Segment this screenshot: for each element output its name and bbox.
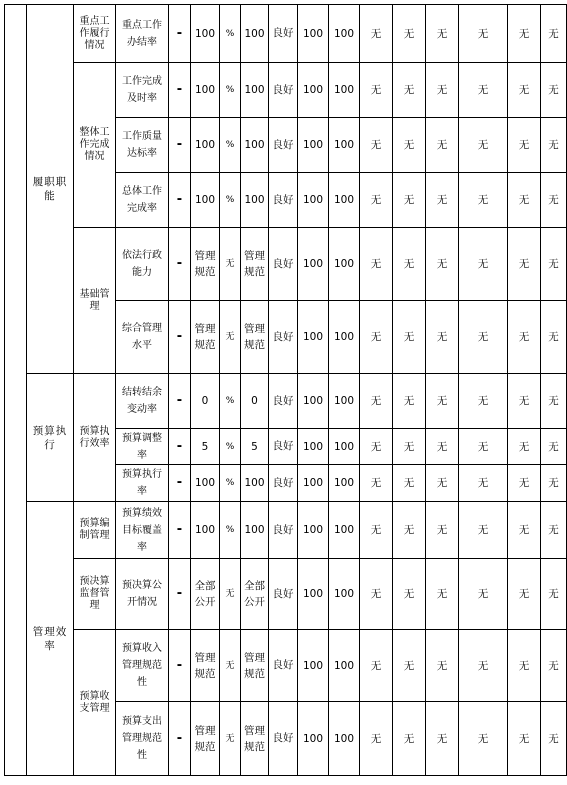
remark-cell: 无 <box>459 63 508 118</box>
weight-cell: 100 <box>298 374 329 429</box>
remark-cell: 无 <box>393 5 426 63</box>
remark-cell: 无 <box>508 63 541 118</box>
unit-cell: % <box>220 429 241 465</box>
weight-cell: 100 <box>298 5 329 63</box>
level2-cell: 预算执行效率 <box>74 374 116 502</box>
remark-cell: 无 <box>393 429 426 465</box>
remark-cell: 无 <box>426 702 459 776</box>
grade-cell: 良好 <box>269 118 298 173</box>
remark-cell: 无 <box>508 301 541 374</box>
target-value-cell: 100 <box>191 465 220 502</box>
remark-cell: 无 <box>360 173 393 228</box>
remark-cell: 无 <box>508 429 541 465</box>
remark-cell: 无 <box>459 559 508 630</box>
actual-value-cell: 100 <box>241 5 269 63</box>
remark-cell: 无 <box>541 702 567 776</box>
unit-cell: % <box>220 502 241 559</box>
actual-value-cell: 管理规范 <box>241 630 269 702</box>
target-value-cell: 100 <box>191 173 220 228</box>
remark-cell: 无 <box>459 374 508 429</box>
indicator-cell: 预算调整率 <box>116 429 169 465</box>
remark-cell: 无 <box>360 374 393 429</box>
remark-cell: 无 <box>393 173 426 228</box>
remark-cell: 无 <box>541 63 567 118</box>
remark-cell: 无 <box>360 301 393 374</box>
remark-cell: 无 <box>508 702 541 776</box>
remark-cell: 无 <box>360 429 393 465</box>
remark-cell: 无 <box>426 630 459 702</box>
unit-cell: 无 <box>220 301 241 374</box>
remark-cell: 无 <box>541 465 567 502</box>
remark-cell: 无 <box>459 502 508 559</box>
indicator-cell: 预算收入管理规范性 <box>116 630 169 702</box>
actual-value-cell: 管理规范 <box>241 702 269 776</box>
remark-cell: 无 <box>360 5 393 63</box>
grade-cell: 良好 <box>269 63 298 118</box>
remark-cell: 无 <box>508 5 541 63</box>
score-cell: 100 <box>329 502 360 559</box>
grade-cell: 良好 <box>269 702 298 776</box>
indicator-cell: 预算支出管理规范性 <box>116 702 169 776</box>
actual-value-cell: 100 <box>241 173 269 228</box>
remark-cell: 无 <box>360 502 393 559</box>
actual-value-cell: 管理规范 <box>241 228 269 301</box>
score-cell: 100 <box>329 173 360 228</box>
remark-cell: 无 <box>426 429 459 465</box>
blank-left-column <box>5 5 27 776</box>
remark-cell: 无 <box>393 63 426 118</box>
remark-cell: 无 <box>508 465 541 502</box>
actual-value-cell: 5 <box>241 429 269 465</box>
remark-cell: 无 <box>508 374 541 429</box>
unit-cell: % <box>220 118 241 173</box>
target-value-cell: 100 <box>191 63 220 118</box>
target-value-cell: 管理规范 <box>191 630 220 702</box>
remark-cell: 无 <box>459 465 508 502</box>
weight-cell: 100 <box>298 173 329 228</box>
dash-cell: - <box>169 63 191 118</box>
remark-cell: 无 <box>426 228 459 301</box>
grade-cell: 良好 <box>269 374 298 429</box>
remark-cell: 无 <box>360 63 393 118</box>
weight-cell: 100 <box>298 228 329 301</box>
remark-cell: 无 <box>541 630 567 702</box>
remark-cell: 无 <box>426 374 459 429</box>
target-value-cell: 5 <box>191 429 220 465</box>
remark-cell: 无 <box>393 559 426 630</box>
unit-cell: 无 <box>220 630 241 702</box>
weight-cell: 100 <box>298 465 329 502</box>
remark-cell: 无 <box>426 63 459 118</box>
remark-cell: 无 <box>541 301 567 374</box>
actual-value-cell: 100 <box>241 465 269 502</box>
remark-cell: 无 <box>393 502 426 559</box>
weight-cell: 100 <box>298 502 329 559</box>
grade-cell: 良好 <box>269 173 298 228</box>
remark-cell: 无 <box>459 301 508 374</box>
score-cell: 100 <box>329 559 360 630</box>
indicator-cell: 重点工作办结率 <box>116 5 169 63</box>
remark-cell: 无 <box>459 118 508 173</box>
remark-cell: 无 <box>541 429 567 465</box>
remark-cell: 无 <box>393 374 426 429</box>
weight-cell: 100 <box>298 559 329 630</box>
unit-cell: % <box>220 374 241 429</box>
dash-cell: - <box>169 5 191 63</box>
remark-cell: 无 <box>393 118 426 173</box>
grade-cell: 良好 <box>269 228 298 301</box>
grade-cell: 良好 <box>269 559 298 630</box>
remark-cell: 无 <box>426 5 459 63</box>
remark-cell: 无 <box>393 465 426 502</box>
grade-cell: 良好 <box>269 429 298 465</box>
dash-cell: - <box>169 702 191 776</box>
weight-cell: 100 <box>298 702 329 776</box>
grade-cell: 良好 <box>269 630 298 702</box>
performance-indicator-table <box>4 4 567 776</box>
dash-cell: - <box>169 465 191 502</box>
remark-cell: 无 <box>508 118 541 173</box>
dash-cell: - <box>169 173 191 228</box>
actual-value-cell: 100 <box>241 502 269 559</box>
unit-cell: % <box>220 465 241 502</box>
indicator-cell: 总体工作完成率 <box>116 173 169 228</box>
score-cell: 100 <box>329 630 360 702</box>
weight-cell: 100 <box>298 63 329 118</box>
dash-cell: - <box>169 374 191 429</box>
actual-value-cell: 0 <box>241 374 269 429</box>
level2-cell: 预算收支管理 <box>74 630 116 776</box>
score-cell: 100 <box>329 429 360 465</box>
score-cell: 100 <box>329 118 360 173</box>
indicator-cell: 依法行政能力 <box>116 228 169 301</box>
indicator-cell: 结转结余变动率 <box>116 374 169 429</box>
unit-cell: % <box>220 63 241 118</box>
grade-cell: 良好 <box>269 5 298 63</box>
target-value-cell: 管理规范 <box>191 228 220 301</box>
remark-cell: 无 <box>459 5 508 63</box>
score-cell: 100 <box>329 301 360 374</box>
weight-cell: 100 <box>298 301 329 374</box>
actual-value-cell: 100 <box>241 118 269 173</box>
remark-cell: 无 <box>426 502 459 559</box>
indicator-cell: 预算执行率 <box>116 465 169 502</box>
remark-cell: 无 <box>360 118 393 173</box>
indicator-cell: 工作完成及时率 <box>116 63 169 118</box>
remark-cell: 无 <box>426 173 459 228</box>
remark-cell: 无 <box>459 228 508 301</box>
remark-cell: 无 <box>360 630 393 702</box>
remark-cell: 无 <box>393 702 426 776</box>
remark-cell: 无 <box>541 228 567 301</box>
remark-cell: 无 <box>508 173 541 228</box>
remark-cell: 无 <box>459 702 508 776</box>
remark-cell: 无 <box>393 301 426 374</box>
indicator-cell: 预决算公开情况 <box>116 559 169 630</box>
score-cell: 100 <box>329 5 360 63</box>
target-value-cell: 100 <box>191 118 220 173</box>
level2-cell: 基础管理 <box>74 228 116 374</box>
remark-cell: 无 <box>508 630 541 702</box>
remark-cell: 无 <box>508 228 541 301</box>
remark-cell: 无 <box>541 502 567 559</box>
remark-cell: 无 <box>426 301 459 374</box>
actual-value-cell: 管理规范 <box>241 301 269 374</box>
target-value-cell: 0 <box>191 374 220 429</box>
remark-cell: 无 <box>459 429 508 465</box>
remark-cell: 无 <box>360 702 393 776</box>
actual-value-cell: 全部公开 <box>241 559 269 630</box>
weight-cell: 100 <box>298 630 329 702</box>
score-cell: 100 <box>329 465 360 502</box>
remark-cell: 无 <box>508 559 541 630</box>
target-value-cell: 管理规范 <box>191 301 220 374</box>
unit-cell: % <box>220 173 241 228</box>
remark-cell: 无 <box>426 118 459 173</box>
level2-cell: 重点工作履行情况 <box>74 5 116 63</box>
unit-cell: 无 <box>220 228 241 301</box>
grade-cell: 良好 <box>269 502 298 559</box>
actual-value-cell: 100 <box>241 63 269 118</box>
remark-cell: 无 <box>541 173 567 228</box>
unit-cell: 无 <box>220 559 241 630</box>
target-value-cell: 100 <box>191 5 220 63</box>
dash-cell: - <box>169 502 191 559</box>
weight-cell: 100 <box>298 429 329 465</box>
level1-cell: 履职职能 <box>27 5 74 374</box>
level1-cell: 管理效率 <box>27 502 74 776</box>
target-value-cell: 全部公开 <box>191 559 220 630</box>
weight-cell: 100 <box>298 118 329 173</box>
dash-cell: - <box>169 301 191 374</box>
target-value-cell: 100 <box>191 502 220 559</box>
remark-cell: 无 <box>541 5 567 63</box>
remark-cell: 无 <box>541 118 567 173</box>
level2-cell: 预算编制管理 <box>74 502 116 559</box>
indicator-cell: 综合管理水平 <box>116 301 169 374</box>
remark-cell: 无 <box>541 559 567 630</box>
remark-cell: 无 <box>459 173 508 228</box>
dash-cell: - <box>169 429 191 465</box>
unit-cell: 无 <box>220 702 241 776</box>
indicator-cell: 预算绩效目标覆盖率 <box>116 502 169 559</box>
unit-cell: % <box>220 5 241 63</box>
score-cell: 100 <box>329 228 360 301</box>
remark-cell: 无 <box>360 465 393 502</box>
remark-cell: 无 <box>508 502 541 559</box>
grade-cell: 良好 <box>269 301 298 374</box>
score-cell: 100 <box>329 374 360 429</box>
remark-cell: 无 <box>360 559 393 630</box>
remark-cell: 无 <box>459 630 508 702</box>
dash-cell: - <box>169 630 191 702</box>
dash-cell: - <box>169 118 191 173</box>
indicator-cell: 工作质量达标率 <box>116 118 169 173</box>
level2-cell: 整体工作完成情况 <box>74 63 116 228</box>
level1-cell: 预算执行 <box>27 374 74 502</box>
level2-cell: 预决算监督管理 <box>74 559 116 630</box>
remark-cell: 无 <box>426 465 459 502</box>
dash-cell: - <box>169 559 191 630</box>
dash-cell: - <box>169 228 191 301</box>
remark-cell: 无 <box>360 228 393 301</box>
score-cell: 100 <box>329 63 360 118</box>
remark-cell: 无 <box>393 630 426 702</box>
remark-cell: 无 <box>426 559 459 630</box>
remark-cell: 无 <box>541 374 567 429</box>
target-value-cell: 管理规范 <box>191 702 220 776</box>
score-cell: 100 <box>329 702 360 776</box>
remark-cell: 无 <box>393 228 426 301</box>
grade-cell: 良好 <box>269 465 298 502</box>
